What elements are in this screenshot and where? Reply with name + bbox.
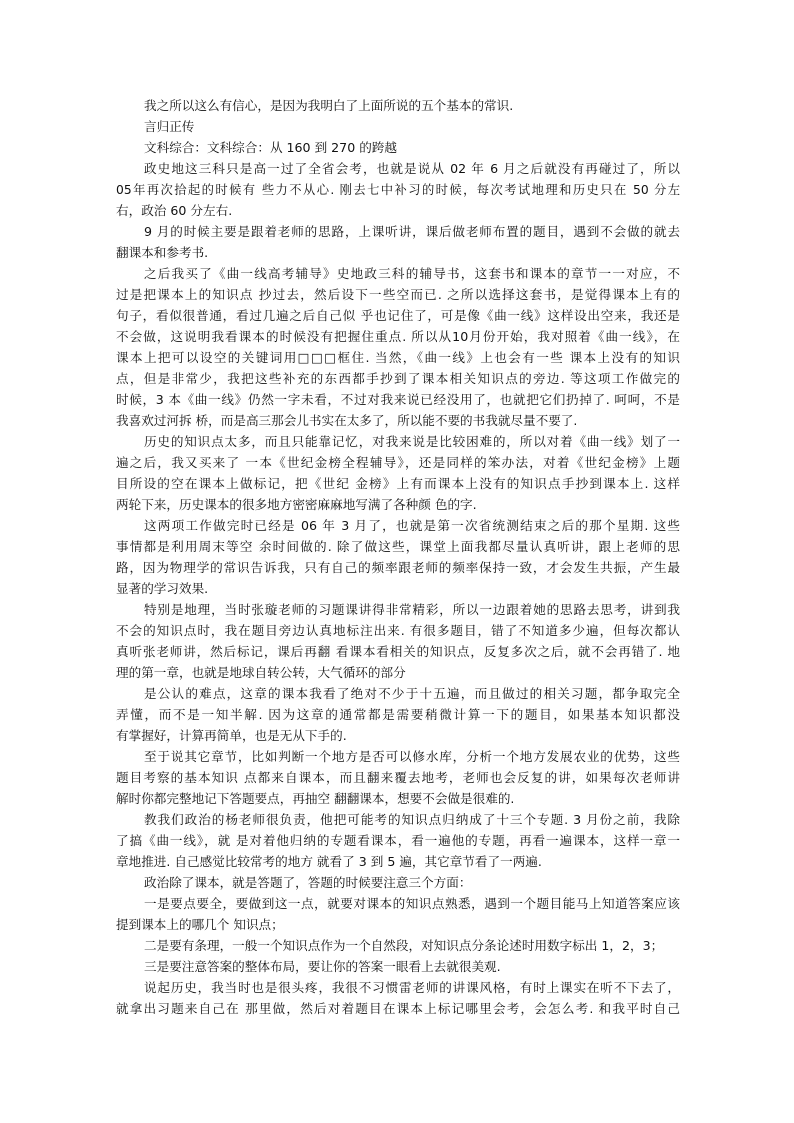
text-line: 特别是地理，当时张璇老师的习题课讲得非常精彩，所以一边跟着她的思路去思考，讲到我	[144, 602, 680, 617]
text-line: 右，政治 60 分左右.	[116, 203, 233, 218]
text-line: 政治除了课本，就是答题了，答题的时候要注意三个方面：	[144, 875, 472, 890]
text-line: 句子，看似很普通，看过几遍之后自己似 乎也记住了，可是像《曲一线》这样设出空来，我还是	[116, 308, 680, 323]
text-line: 理的第一章，也就是地球自转公转，大气循环的部分	[116, 665, 406, 680]
text-line: 9 月的时候主要是跟着老师的思路，上课听讲，课后做老师布置的题目，遇到不会做的就去	[144, 224, 680, 239]
text-line: 题目考察的基本知识 点都来自课本，而且翻来覆去地考，老师也会反复的讲，如果每次老师讲	[116, 770, 680, 785]
text-line: 一是要点要全，要做到这一点，就要对课本的知识点熟悉，遇到一个题目能马上知道答案应该	[144, 896, 680, 911]
text-line: 政史地这三科只是高一过了全省会考，也就是说从 02 年 6 月之后就没有再碰过了，所以	[144, 161, 680, 176]
text-line: 二是要有条理，一般一个知识点作为一个自然段，对知识点分条论述时用数字标出 1，2，3；	[144, 938, 664, 953]
text-line: 真听张老师讲，然后标记，课后再翻 看课本看相关的知识点，反复多次之后，就不会再错了. 地	[116, 644, 680, 659]
text-line: 言归正传	[144, 119, 195, 134]
text-line: 显著的学习效果.	[116, 581, 209, 596]
text-line: 章地推进. 自己感觉比较常考的地方 就看了 3 到 5 遍，其它章节看了一两遍.	[116, 854, 542, 869]
text-line: 有掌握好，计算再简单，也是无从下手的.	[116, 728, 347, 743]
text-line: 课本上把可以设空的关键词用□□□框住. 当然，《曲一线》上也会有一些 课本上没有的知识	[116, 350, 680, 365]
text-line: 路，因为物理学的常识告诉我，只有自己的频率跟老师的频率保持一致，才会发生共振，产生最	[116, 560, 680, 575]
text-line: 遍之后，我又买来了 一本《世纪金榜全程辅导》，还是同样的笨办法，对着《世纪金榜》上题	[116, 455, 680, 470]
text-line: 弄懂，而不是一知半解. 因为这章的通常都是需要稍微计算一下的题目，如果基本知识都没	[116, 707, 680, 722]
text-line: 不会的知识点时，我在题目旁边认真地标注出来. 有很多题目，错了不知道多少遍，但每次都认	[116, 623, 680, 638]
text-line: 文科综合：文科综合：从 160 到 270 的跨越	[144, 140, 397, 155]
text-line: 我之所以这么有信心，是因为我明白了上面所说的五个基本的常识.	[144, 98, 514, 113]
text-line: 目所设的空在课本上做标记，把《世纪 金榜》上有而课本上没有的知识点手抄到课本上. 这样	[116, 476, 680, 491]
text-line: 05年再次拾起的时候有 些力不从心. 刚去七中补习的时候，每次考试地理和历史只在 50 分左	[116, 183, 680, 197]
text-line: 这两项工作做完时已经是 06 年 3 月了，也就是第一次省统测结束之后的那个星期. 这些	[144, 518, 680, 533]
text-line: 点，但是非常少，我把这些补充的东西都手抄到了课本相关知识点的旁边. 等这项工作做完的	[116, 371, 680, 386]
text-line: 翻课本和参考书.	[116, 245, 209, 260]
text-line: 是公认的难点，这章的课本我看了绝对不少于十五遍，而且做过的相关习题，都争取完全	[144, 686, 680, 701]
text-line: 提到课本上的哪几个 知识点；	[116, 917, 284, 932]
text-line: 两轮下来，历史课本的很多地方密密麻麻地写满了各种颜 色的字.	[116, 497, 477, 512]
text-line: 之后我买了《曲一线高考辅导》史地政三科的辅导书，这套书和课本的章节一一对应，不	[144, 266, 680, 281]
text-line: 我喜欢过河拆 桥，而是高三那会儿书实在太多了，所以能不要的书我就尽量不要了.	[116, 413, 578, 428]
text-line: 历史的知识点太多，而且只能靠记忆，对我来说是比较困难的，所以对着《曲一线》划了一	[144, 434, 680, 449]
text-line: 教我们政治的杨老师很负责，他把可能考的知识点归纳成了十三个专题. 3 月份之前，我除	[144, 812, 680, 827]
text-line: 说起历史，我当时也是很头疼，我很不习惯雷老师的讲课风格，有时上课实在听不下去了，	[144, 980, 680, 995]
text-line: 解时你都完整地记下答题要点，再抽空 翻翻课本，想要不会做是很难的.	[116, 791, 515, 806]
text-line: 不会做，这说明我看课本的时候没有把握住重点. 所以从10月份开始，我对照着《曲一线》，在	[116, 329, 680, 344]
text-line: 了搞《曲一线》，就 是对着他归纳的专题看课本，看一遍他的专题，再看一遍课本，这样一章一	[116, 833, 680, 848]
text-line: 就拿出习题来自己在 那里做，然后对着题目在课本上标记哪里会考，会怎么考. 和我平时自己	[116, 1001, 680, 1016]
text-line: 过是把课本上的知识点 抄过去，然后设下一些空而已. 之所以选择这套书，是觉得课本上有的	[116, 287, 680, 302]
text-line: 三是要注意答案的整体布局，要让你的答案一眼看上去就很美观.	[144, 959, 501, 974]
text-line: 至于说其它章节，比如判断一个地方是否可以修水库，分析一个地方发展农业的优势，这些	[144, 749, 680, 764]
text-line: 时候，3 本《曲一线》仍然一字未看，不过对我来说已经没用了，也就把它们扔掉了. 呵呵，不是	[116, 392, 680, 407]
text-line: 事情都是利用周末等空 余时间做的. 除了做这些，课堂上面我都尽量认真听讲，跟上老师的思	[116, 539, 680, 554]
